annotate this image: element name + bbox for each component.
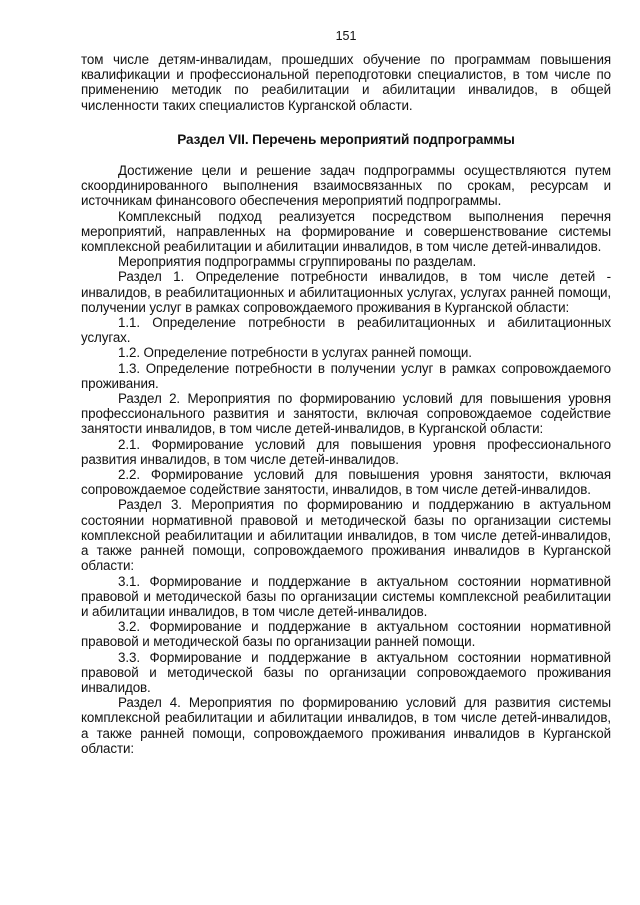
paragraph: Раздел 3. Мероприятия по формированию и поддержанию в актуальном состоянии нормативной правовой и методической базы по организации системы комплексной реабилитации и абилитации инвалидов, в том числе детей-инвалидов, а также ранней помощи, сопровождаемого проживания инвалидов в Курганской области: <box>81 497 611 574</box>
list-item: 3.3. Формирование и поддержание в актуальном состоянии нормативной правовой и методической базы по организации сопровождаемого проживания инвалидов. <box>81 649 611 695</box>
list-item: 1.1. Определение потребности в реабилитационных и абилитационных услугах. <box>81 315 611 346</box>
section-title: Раздел VII. Перечень мероприятий подпрограммы <box>177 131 515 147</box>
list-item: 1.2. Определение потребности в услугах ранней помощи. <box>118 345 472 361</box>
paragraph: Раздел 1. Определение потребности инвалидов, в том числе детей - инвалидов, в реабилитационных и абилитационных услугах, услугах ранней помощи, получении услуг в рамках сопровождаемого проживания в Курганской области: <box>81 269 611 315</box>
document-page <box>81 0 611 905</box>
list-item: 2.1. Формирование условий для повышения уровня профессионального развития инвалидов, в том числе детей-инвалидов. <box>81 436 611 467</box>
paragraph: Раздел 4. Мероприятия по формированию условий для развития системы комплексной реабилитации и абилитации инвалидов, в том числе детей-инвалидов, а также ранней помощи, сопровождаемого проживания инвалидов в Курганской области: <box>81 695 611 756</box>
list-item: 3.1. Формирование и поддержание в актуальном состоянии нормативной правовой и методической базы по организации системы комплексной реабилитации и абилитации инвалидов, в том числе детей-инвалидов. <box>81 573 611 619</box>
paragraph: Комплексный подход реализуется посредством выполнения перечня мероприятий, направленных на формирование и совершенствование системы комплексной реабилитации и абилитации инвалидов, в том числе детей-инвалидов. <box>81 208 611 255</box>
intro-paragraph: том числе детям-инвалидам, прошедших обучение по программам повышения квалификации и профессиональной переподготовки специалистов, в том числе по применению методик по реабилитации и абилитации инвалидов, в общей численности таких специалистов Курганской области. <box>81 52 611 113</box>
list-item: 1.3. Определение потребности в получении услуг в рамках сопровождаемого проживания. <box>81 360 611 391</box>
document-body <box>81 52 611 756</box>
paragraph: Раздел 2. Мероприятия по формированию условий для повышения уровня профессионального развития и занятости, включая сопровождаемое содействие занятости инвалидов, в том числе детей-инвалидов, в Курганской области: <box>81 391 611 437</box>
paragraph: Достижение цели и решение задач подпрограммы осуществляются путем скоординированного выполнения взаимосвязанных по срокам, ресурсам и источникам финансового обеспечения мероприятий подпрограммы. <box>81 163 611 209</box>
list-item: 2.2. Формирование условий для повышения уровня занятости, включая сопровождаемое содействие занятости, инвалидов, в том числе детей-инвалидов. <box>81 467 611 498</box>
list-item: 3.2. Формирование и поддержание в актуальном состоянии нормативной правовой и методической базы по организации ранней помощи. <box>81 619 611 650</box>
page-number: 151 <box>335 29 357 43</box>
paragraph: Мероприятия подпрограммы сгруппированы по разделам. <box>118 254 477 270</box>
